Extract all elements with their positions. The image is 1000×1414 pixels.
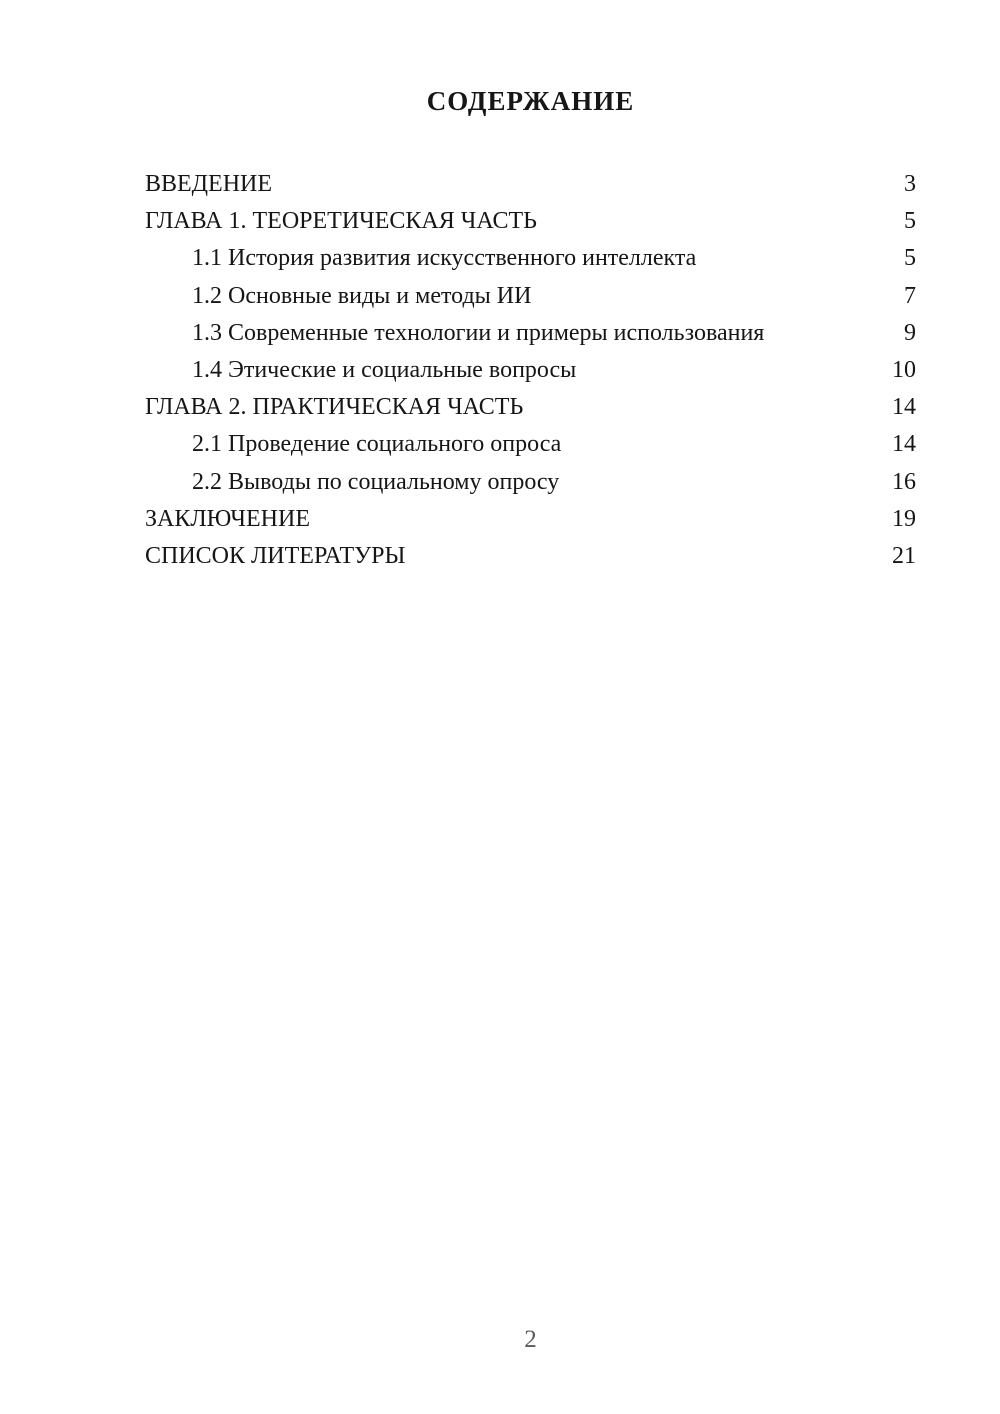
footer-page-number: 2 xyxy=(524,1326,537,1353)
toc-entry-page: 21 xyxy=(892,543,916,570)
toc-entry-label: СПИСОК ЛИТЕРАТУРЫ xyxy=(145,543,406,570)
toc-entry-page: 5 xyxy=(904,208,916,235)
toc-entry-page: 14 xyxy=(892,394,916,421)
toc-entry xyxy=(145,538,916,575)
toc-entry-label: 1.4 Этические и социальные вопросы xyxy=(192,357,577,384)
toc-entry xyxy=(145,278,916,315)
toc-entry xyxy=(145,315,916,352)
toc-entry xyxy=(145,240,916,277)
toc-entry-page: 16 xyxy=(892,468,916,495)
toc-entry-label: ГЛАВА 1. ТЕОРЕТИЧЕСКАЯ ЧАСТЬ xyxy=(145,208,537,235)
toc-entry-label: ЗАКЛЮЧЕНИЕ xyxy=(145,505,310,532)
toc-entry xyxy=(145,389,916,426)
toc-entry-label: 2.2 Выводы по социальному опросу xyxy=(192,468,560,495)
toc-entry-label: 1.2 Основные виды и методы ИИ xyxy=(192,282,532,309)
toc-entry-page: 7 xyxy=(904,282,916,309)
toc-entry-label: ГЛАВА 2. ПРАКТИЧЕСКАЯ ЧАСТЬ xyxy=(145,394,524,421)
toc-entry-page: 9 xyxy=(904,319,916,346)
toc-entry xyxy=(145,501,916,538)
toc-entry xyxy=(145,426,916,463)
toc-entry xyxy=(145,166,916,203)
toc-entry-page: 3 xyxy=(904,171,916,197)
toc-entry-page: 14 xyxy=(892,431,916,458)
toc-entry xyxy=(145,203,916,240)
table-of-contents xyxy=(145,166,916,575)
toc-entry-label: 1.3 Современные технологии и примеры использования xyxy=(192,319,765,346)
toc-entry-label: 2.1 Проведение социального опроса xyxy=(192,431,562,458)
toc-entry xyxy=(145,352,916,389)
page-title: СОДЕРЖАНИЕ xyxy=(426,86,635,116)
toc-entry-page: 10 xyxy=(892,357,916,384)
toc-entry xyxy=(145,464,916,501)
toc-entry-label: ВВЕДЕНИЕ xyxy=(145,171,273,197)
toc-entry-label: 1.1 История развития искусственного интеллекта xyxy=(192,245,697,272)
toc-entry-page: 5 xyxy=(904,245,916,272)
toc-entry-page: 19 xyxy=(892,505,916,532)
